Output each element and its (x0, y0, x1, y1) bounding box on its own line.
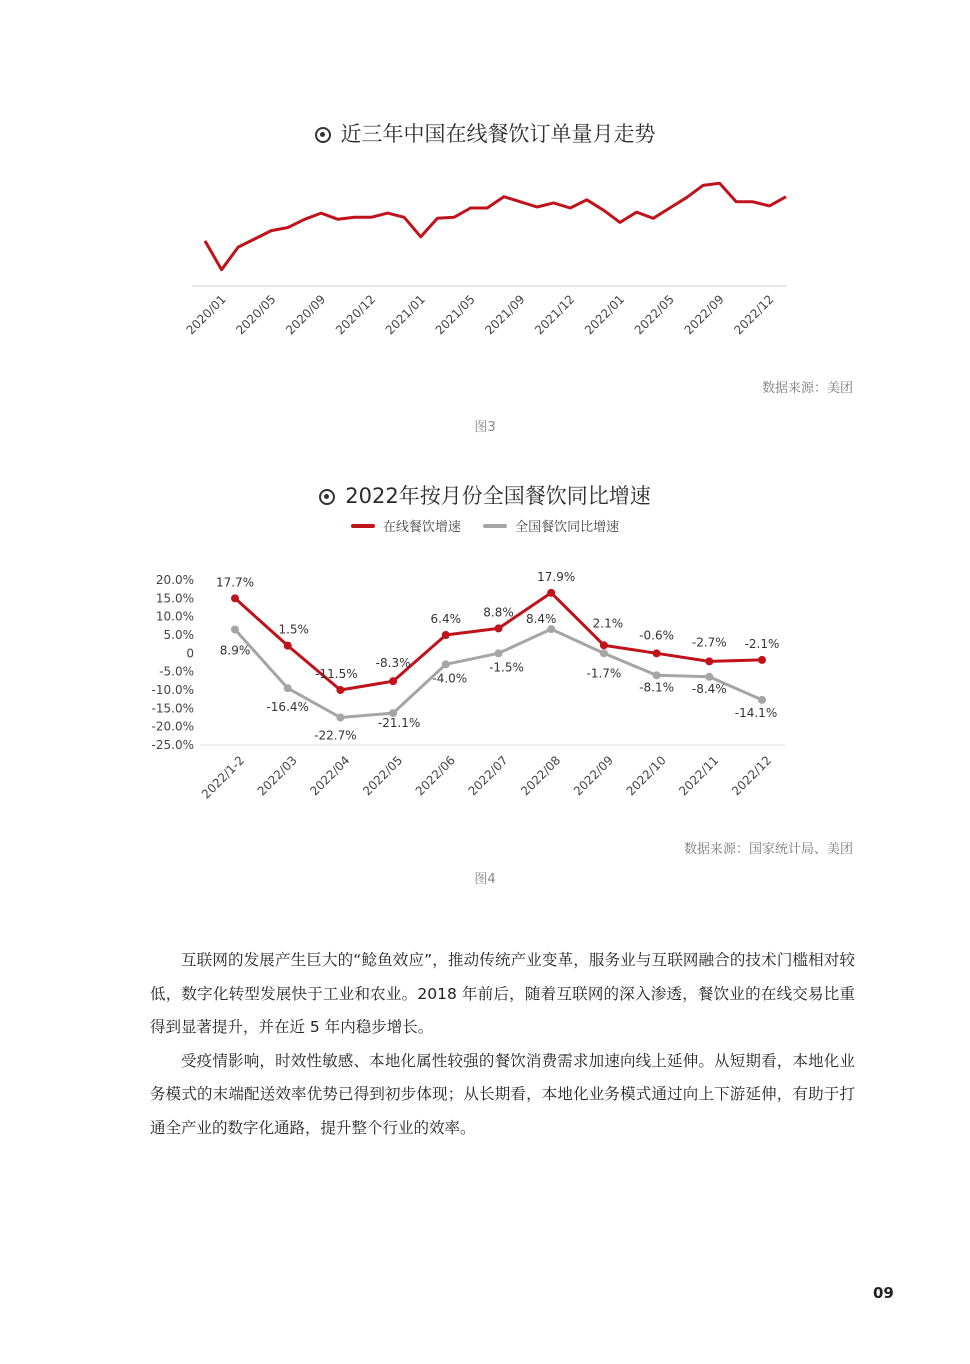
chart2-data-label-2: -4.0% (432, 671, 468, 686)
target-icon (319, 489, 335, 505)
chart2-y-tick-label: -15.0% (151, 701, 194, 716)
chart2-y-tick-label: -20.0% (151, 719, 194, 734)
chart2-y-tick-label: 15.0% (155, 591, 194, 606)
chart2-point-2 (231, 626, 239, 634)
chart2-title (0, 480, 970, 510)
chart2-caption: 图4 (474, 872, 496, 887)
chart2-point-2 (495, 649, 503, 657)
chart1-title (0, 118, 970, 148)
body-paragraph-1: 互联网的发展产生巨大的“鲶鱼效应”，推动传统产业变革，服务业与互联网融合的技术门槛相对较低，数字化转型发展快于工业和农业。2018 年前后，随着互联网的深入渗透，餐饮业的在线交易比重得到显著提升，并在近 5 年内稳步增长。 (150, 951, 855, 1036)
chart2-y-tick-label: 20.0% (155, 573, 194, 587)
chart2-data-label-1: 8.8% (483, 605, 514, 620)
chart1-x-tick-label: 2021/12 (532, 292, 578, 338)
chart2-point-1 (336, 686, 344, 694)
chart2-point-1 (758, 656, 766, 664)
chart2-data-label-1: 17.9% (537, 569, 576, 584)
chart1-series-line (205, 183, 786, 269)
chart1-x-tick-label: 2020/09 (283, 292, 329, 338)
chart2-x-tick-label: 2022/12 (728, 753, 775, 799)
chart1-x-tick-label: 2021/09 (482, 292, 528, 338)
chart2-point-1 (547, 589, 555, 597)
chart2-y-tick-label: 0 (186, 646, 194, 661)
chart2-x-tick-label: 2022/1-2 (198, 753, 248, 802)
chart2-point-2 (284, 684, 292, 692)
chart1-title-text: 近三年中国在线餐饮订单量月走势 (340, 122, 656, 146)
chart2-point-1 (231, 594, 239, 602)
chart2-x-tick-label: 2022/03 (254, 753, 300, 799)
chart1-plot (0, 150, 970, 370)
chart1-x-tick-label: 2022/01 (581, 292, 628, 338)
chart2-data-label-1: 2.1% (592, 616, 624, 631)
legend-swatch-national (483, 524, 507, 528)
chart2-x-tick-label: 2022/06 (412, 753, 458, 799)
chart2-data-label-2: 8.4% (525, 612, 557, 627)
chart1-x-tick-label: 2022/12 (731, 292, 777, 338)
chart2-point-1 (653, 649, 661, 657)
chart2-data-label-1: 17.7% (215, 575, 255, 590)
chart2-x-tick-label: 2022/09 (570, 753, 617, 799)
chart2-point-1 (442, 631, 450, 639)
chart2-data-label-2: -21.1% (377, 716, 421, 731)
chart2-data-label-2: -16.4% (266, 700, 309, 715)
chart2-point-2 (705, 673, 713, 681)
legend-label-national: 全国餐饮同比增速 (515, 520, 620, 535)
chart2-data-label-1: -8.3% (375, 656, 411, 671)
chart2-data-label-2: -22.7% (314, 728, 357, 743)
chart2-x-tick-label: 2022/11 (676, 753, 722, 799)
chart2-plot (0, 560, 970, 820)
chart2-point-2 (758, 696, 766, 704)
chart2-x-tick-label: 2022/05 (360, 753, 406, 799)
chart2-y-tick-label: -5.0% (159, 664, 194, 679)
chart1-x-tick-label: 2020/01 (183, 292, 229, 338)
chart2-point-1 (495, 624, 503, 632)
page-number: 09 (873, 1284, 894, 1302)
chart2-y-tick-label: 5.0% (163, 628, 194, 642)
chart2-point-1 (705, 657, 713, 665)
chart2-point-2 (653, 671, 661, 679)
chart2-y-tick-label: -10.0% (151, 683, 194, 697)
body-paragraph-2: 受疫情影响，时效性敏感、本地化属性较强的餐饮消费需求加速向线上延伸。从短期看，本地化业务模式的末端配送效率优势已得到初步体现；从长期看，本地化业务模式通过向上下游延伸，有助于打通全产业的数字化通路，提升整个行业的效率。 (150, 1051, 855, 1137)
chart2-point-1 (389, 677, 397, 685)
chart2-data-label-1: -2.1% (744, 636, 780, 651)
chart2-data-label-1: -0.6% (639, 628, 675, 643)
chart2-data-label-1: 6.4% (430, 612, 462, 626)
legend-item-online (351, 516, 461, 535)
chart2-data-label-1: -11.5% (315, 667, 358, 681)
chart2-x-tick-label: 2022/08 (518, 753, 564, 799)
chart1-x-tick-label: 2021/05 (432, 292, 478, 338)
chart2-point-2 (336, 714, 344, 722)
chart2-point-2 (600, 649, 608, 657)
target-icon (315, 127, 331, 143)
chart1-x-tick-label: 2022/09 (681, 292, 727, 338)
chart2-source: 数据来源：国家统计局、美团 (683, 842, 853, 857)
chart2-point-1 (284, 642, 292, 650)
chart2-data-label-2: -1.7% (586, 666, 622, 681)
chart1-source: 数据来源：美团 (761, 381, 853, 396)
body-text (150, 944, 855, 1145)
chart2-data-label-2: -14.1% (734, 705, 778, 720)
chart1-x-tick-label: 2020/05 (233, 292, 279, 338)
chart1-x-tick-label: 2022/05 (631, 292, 677, 338)
chart2-x-tick-label: 2022/04 (307, 753, 353, 799)
legend-label-online: 在线餐饮增速 (382, 520, 461, 535)
chart1-x-tick-label: 2020/12 (332, 292, 379, 338)
chart2-data-label-1: 1.5% (278, 622, 309, 637)
legend-swatch-online (351, 524, 375, 528)
chart2-x-tick-label: 2022/10 (623, 753, 669, 799)
chart2-y-tick-label: 10.0% (155, 609, 194, 624)
chart2-data-label-2: 8.9% (219, 643, 251, 658)
chart2-point-2 (547, 625, 555, 633)
chart2-title-text: 2022年按月份全国餐饮同比增速 (345, 484, 651, 508)
chart2-y-tick-label: -25.0% (151, 738, 194, 752)
chart2-data-label-2: -8.4% (691, 681, 727, 696)
chart2-x-tick-label: 2022/07 (465, 753, 511, 799)
legend-item-national (483, 516, 619, 535)
chart2-data-label-1: -2.7% (691, 635, 727, 650)
chart2-point-1 (600, 641, 608, 649)
chart1-caption: 图3 (474, 420, 496, 435)
chart2-data-label-2: -8.1% (639, 680, 675, 695)
chart2-legend (0, 516, 970, 535)
chart2-point-2 (442, 660, 450, 668)
chart1-x-tick-label: 2021/01 (382, 292, 428, 338)
chart2-data-label-2: -1.5% (489, 660, 524, 675)
